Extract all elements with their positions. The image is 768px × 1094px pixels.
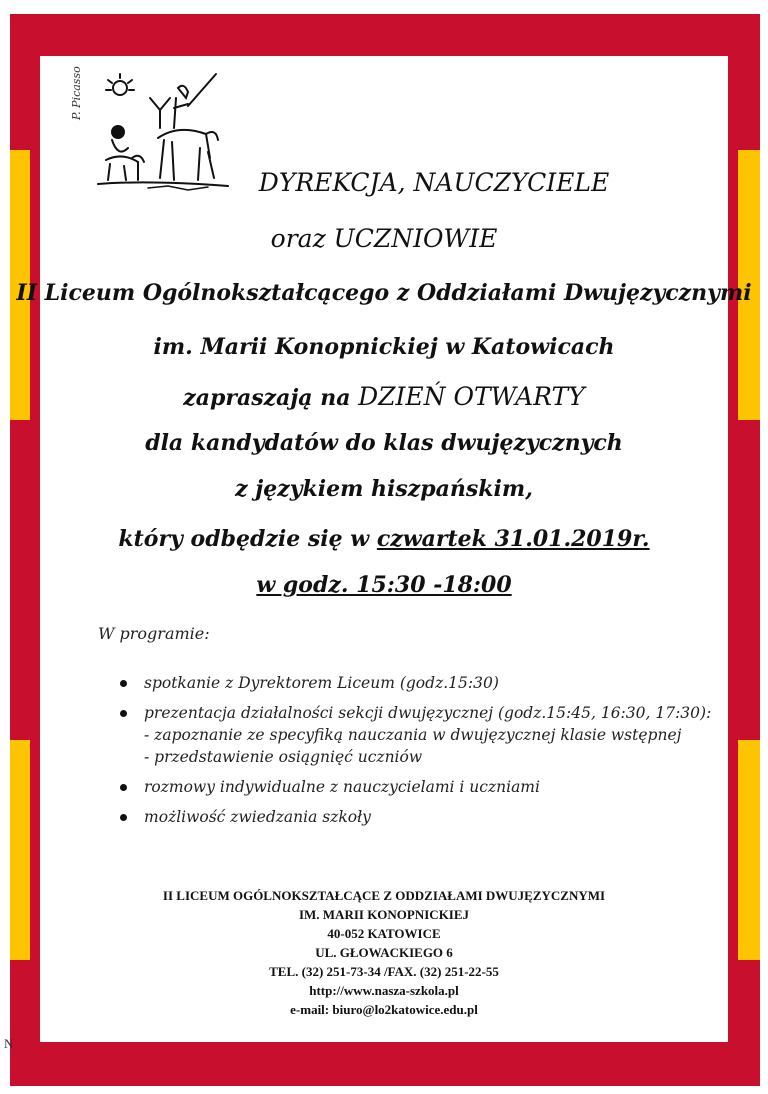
- list-item-text: rozmowy indywidualne z nauczycielami i uczniami: [144, 778, 540, 796]
- list-subitem: - przedstawienie osiągnięć uczniów: [144, 748, 423, 766]
- school-name: II Liceum Ogólnokształcącego z Oddziałami Dwujęzycznymi: [16, 280, 752, 306]
- audience-text: dla kandydatów do klas dwujęzycznych: [145, 430, 623, 456]
- footer-website[interactable]: http://www.nasza-szkola.pl: [309, 983, 459, 998]
- event-hours: w godz. 15:30 -18:00: [256, 572, 512, 598]
- school-patron: im. Marii Konopnickiej w Katowicach: [153, 334, 615, 360]
- heading-line-8: [0, 526, 768, 552]
- heading-text-2: oraz UCZNIOWIE: [270, 224, 498, 253]
- border-white-edge-bottom: [0, 1086, 768, 1094]
- event-name: DZIEŃ OTWARTY: [358, 382, 585, 411]
- footer-email[interactable]: e-mail: biuro@lo2katowice.edu.pl: [290, 1002, 478, 1017]
- list-subitem: - zapoznanie ze specyfiką nauczania w dwujęzycznej klasie wstępnej: [144, 726, 682, 744]
- illustration-signature: P. Picasso: [70, 66, 83, 120]
- program-title: W programie:: [98, 624, 210, 643]
- date-prefix: który odbędzie się w: [118, 526, 377, 552]
- bullet-icon: [120, 814, 127, 821]
- event-date: czwartek 31.01.2019r.: [376, 526, 650, 552]
- list-item-text: spotkanie z Dyrektorem Liceum (godz.15:30): [144, 674, 499, 692]
- list-item: [118, 776, 758, 798]
- heading-line-7: [0, 476, 768, 502]
- heading-line-6: [0, 430, 768, 456]
- footer-school-name: II LICEUM OGÓLNOKSZTAŁCĄCE Z ODDZIAŁAMI DWUJĘZYCZNYMI: [162, 888, 606, 903]
- list-item-text: prezentacja działalności sekcji dwujęzycznej (godz.15:45, 16:30, 17:30):: [144, 704, 712, 722]
- heading-line-1: [0, 168, 768, 197]
- heading-text-1: DYREKCJA, NAUCZYCIELE: [258, 168, 610, 197]
- list-item: [118, 806, 758, 828]
- list-item: [118, 672, 758, 694]
- language-text: z językiem hiszpańskim,: [235, 476, 533, 502]
- school-address-block: [0, 886, 768, 1019]
- heading-line-4: [0, 334, 768, 360]
- footer-street: UL. GŁOWACKIEGO 6: [315, 945, 453, 960]
- heading-line-2: [0, 224, 768, 253]
- bullet-icon: [120, 784, 127, 791]
- footer-postcode-city: 40-052 KATOWICE: [327, 926, 441, 941]
- heading-line-9: [0, 572, 768, 598]
- border-white-edge-top: [0, 0, 768, 14]
- invite-text: zapraszają na: [183, 385, 359, 411]
- corner-mark: N: [4, 1036, 14, 1051]
- bullet-icon: [120, 710, 127, 717]
- heading-line-3: [0, 280, 768, 306]
- list-item: [118, 702, 758, 768]
- footer-phone-fax: TEL. (32) 251-73-34 /FAX. (32) 251-22-55: [269, 964, 499, 979]
- list-item-text: możliwość zwiedzania szkoły: [144, 808, 371, 826]
- heading-line-5: [0, 382, 768, 411]
- program-list: [118, 672, 758, 836]
- bullet-icon: [120, 680, 127, 687]
- footer-patron: IM. MARII KONOPNICKIEJ: [298, 907, 470, 922]
